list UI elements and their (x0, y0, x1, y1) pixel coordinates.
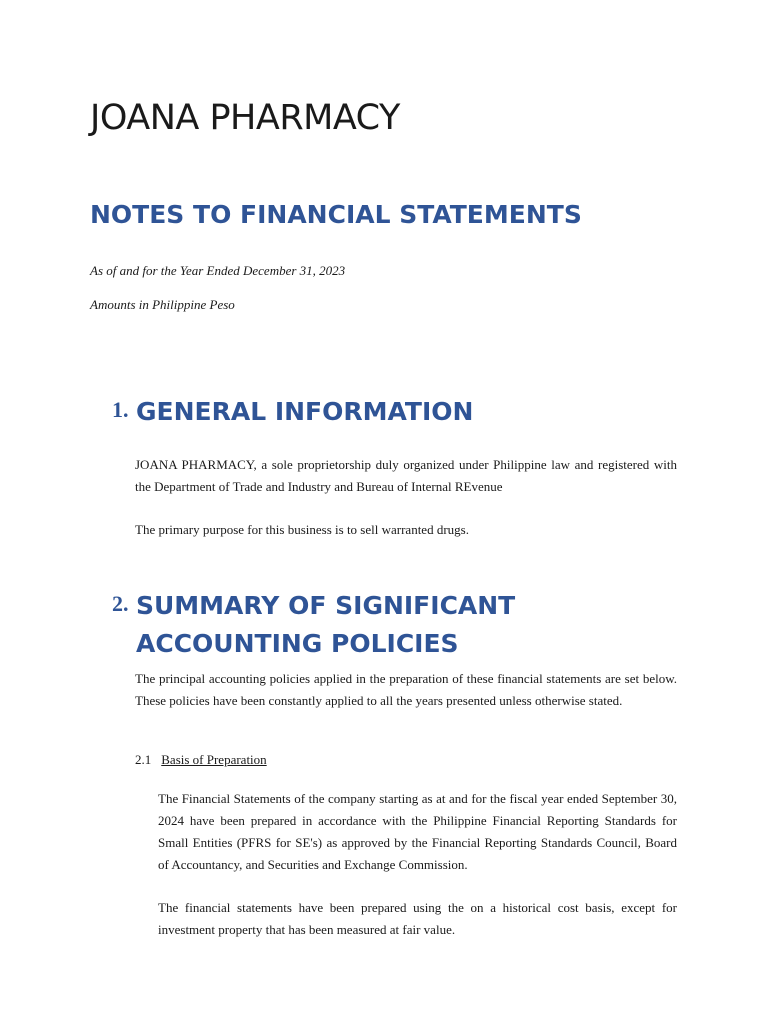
currency-note: Amounts in Philippine Peso (90, 297, 235, 312)
section-heading-accounting-policies (112, 587, 672, 663)
section-title: SUMMARY OF SIGNIFICANT ACCOUNTING POLICIES (136, 591, 516, 658)
subsection-number: 2.1 (135, 752, 152, 767)
subsection-heading-basis-of-preparation (135, 752, 267, 768)
paragraph-basis-standards: The Financial Statements of the company starting as at and for the fiscal year ended September 30, 2024 have been prepared in accordance with the Philippine Financial Reporting Standards for Small Entities (PFRS for SE's) as approved by the Financial Reporting Standards Council, Board of Accountancy, and Securities and Exchange Commission. (158, 791, 677, 872)
paragraph-company-description: JOANA PHARMACY, a sole proprietorship duly organized under Philippine law and registered with the Department of Trade and Industry and Bureau of Internal REvenue (135, 457, 677, 494)
paragraph-basis-measurement: The financial statements have been prepared using the on a historical cost basis, except for investment property that has been measured at fair value. (158, 900, 677, 937)
section-title: GENERAL INFORMATION (136, 397, 474, 426)
subsection-title: Basis of Preparation (161, 752, 267, 767)
paragraph-policies-intro: The principal accounting policies applied in the preparation of these financial statements are set below. These policies have been constantly applied to all the years presented unless otherwise stated. (135, 671, 677, 708)
document-title: NOTES TO FINANCIAL STATEMENTS (90, 200, 582, 229)
company-name: JOANA PHARMACY (90, 98, 400, 138)
paragraph-business-purpose: The primary purpose for this business is to sell warranted drugs. (135, 522, 469, 537)
section-heading-general-information (112, 393, 672, 431)
section-number: 2. (112, 591, 129, 616)
reporting-period: As of and for the Year Ended December 31, 2023 (90, 263, 346, 278)
section-number: 1. (112, 397, 129, 422)
